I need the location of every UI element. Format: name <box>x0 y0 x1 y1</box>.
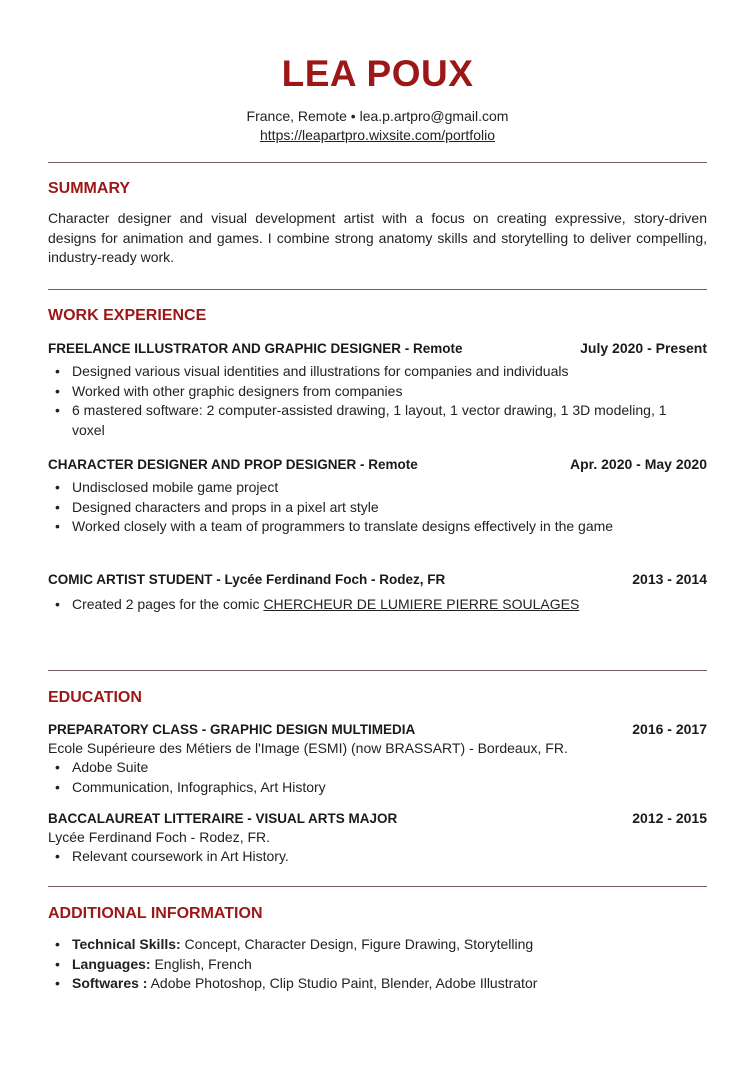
job-title: FREELANCE ILLUSTRATOR AND GRAPHIC DESIGNER - Remote <box>48 341 463 356</box>
list-item: • Worked with other graphic designers from companies <box>72 382 672 402</box>
job-date: Apr. 2020 - May 2020 <box>570 456 707 472</box>
candidate-name: LEA POUX <box>281 53 474 94</box>
degree-title: PREPARATORY CLASS - GRAPHIC DESIGN MULTIMEDIA <box>48 722 416 737</box>
contact-line: France, Remote • lea.p.artpro@gmail.com <box>246 108 509 124</box>
education-date: 2016 - 2017 <box>632 721 707 737</box>
job-date: July 2020 - Present <box>580 340 707 356</box>
job-bullets <box>48 362 672 440</box>
item-value: Adobe Photoshop, Clip Studio Paint, Blender, Adobe Illustrator <box>147 975 538 991</box>
item-value: Concept, Character Design, Figure Drawing, Storytelling <box>180 936 534 952</box>
list-item: • Undisclosed mobile game project <box>72 478 672 498</box>
job-title: COMIC ARTIST STUDENT - Lycée Ferdinand Foch - Rodez, FR <box>48 572 446 587</box>
divider <box>48 886 707 887</box>
list-item <box>72 955 672 975</box>
divider <box>48 289 707 290</box>
education-bullets <box>48 847 672 867</box>
list-item: • 6 mastered software: 2 computer-assisted drawing, 1 layout, 1 vector drawing, 1 3D modeling, 1 voxel <box>72 401 672 440</box>
comic-link[interactable]: CHERCHEUR DE LUMIERE PIERRE SOULAGES <box>263 596 580 612</box>
degree-title: BACCALAUREAT LITTERAIRE - VISUAL ARTS MAJOR <box>48 811 398 826</box>
education-bullets <box>48 758 672 797</box>
additional-bullets <box>48 935 672 994</box>
section-title-work: WORK EXPERIENCE <box>48 307 207 324</box>
list-item <box>72 595 672 615</box>
summary-text: Character designer and visual development artist with a focus on creating expressive, story-driven designs for animation and games. I combine strong anatomy skills and storytelling to deliver compelling, industry-ready work. <box>48 210 707 265</box>
job-header <box>48 570 707 589</box>
list-item: • Designed various visual identities and illustrations for companies and individuals <box>72 362 672 382</box>
item-value: English, French <box>150 955 252 972</box>
section-title-additional: ADDITIONAL INFORMATION <box>48 905 263 922</box>
school-name: Ecole Supérieure des Métiers de l'Image (ESMI) (now BRASSART) - Bordeaux, FR. <box>48 740 568 756</box>
section-title-summary: SUMMARY <box>48 180 131 197</box>
item-label: Softwares : <box>72 975 148 991</box>
list-item <box>72 935 672 955</box>
portfolio-line <box>48 126 707 145</box>
education-header <box>48 809 707 828</box>
job-bullets <box>48 595 672 615</box>
list-item: • Relevant coursework in Art History. <box>72 847 672 867</box>
list-item: • Designed characters and props in a pixel art style <box>72 498 672 518</box>
list-item: • Adobe Suite <box>72 758 672 778</box>
education-date: 2012 - 2015 <box>632 810 707 826</box>
resume-page <box>48 0 707 1068</box>
divider <box>48 162 707 163</box>
list-item: • Worked closely with a team of programmers to translate designs effectively in the game <box>72 517 672 537</box>
job-bullets <box>48 478 672 537</box>
list-item <box>72 974 672 994</box>
bullet-text: Created 2 pages for the comic <box>72 596 264 612</box>
portfolio-link[interactable]: https://leapartpro.wixsite.com/portfolio <box>260 127 495 143</box>
list-item: • Communication, Infographics, Art History <box>72 778 672 798</box>
item-label: Technical Skills: <box>72 936 181 952</box>
job-title: CHARACTER DESIGNER AND PROP DESIGNER - Remote <box>48 457 418 472</box>
school-name: Lycée Ferdinand Foch - Rodez, FR. <box>48 829 271 845</box>
item-label: Languages: <box>72 955 151 972</box>
job-header <box>48 455 707 474</box>
education-header <box>48 720 707 739</box>
section-title-education: EDUCATION <box>48 689 142 706</box>
job-date: 2013 - 2014 <box>632 571 707 587</box>
divider <box>48 670 707 671</box>
job-header <box>48 339 707 358</box>
